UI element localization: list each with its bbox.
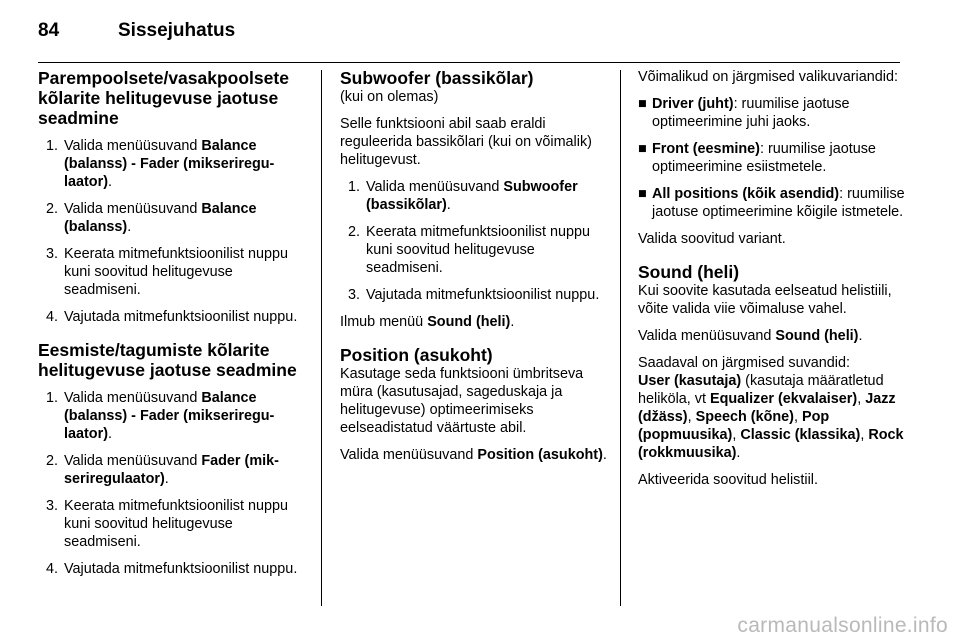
- subwoofer-intro: Selle funktsiooni abil saab eraldi reguleerida bassikõlari (kui on võimalik) helitugevust.: [340, 116, 592, 168]
- sound-select: Valida menüüsuvand Sound (heli).: [638, 328, 863, 344]
- column-divider-2: [620, 70, 621, 606]
- choose-variant: Valida soovitud variant.: [638, 231, 786, 247]
- list-item: 1. Valida menüüsuvand Balance (balanss) - Fader (mikseriregu-laator).: [46, 138, 275, 190]
- list-item: 3. Keerata mitmefunktsioonilist nuppu kuni soovitud helitugevuse seadmiseni.: [46, 498, 288, 550]
- list-item: 1. Valida menüüsuvand Subwoofer (bassikõlar).: [348, 179, 578, 213]
- bullet-icon: ■: [638, 141, 647, 157]
- page-title: Sissejuhatus: [118, 20, 236, 41]
- subwoofer-note: (kui on olemas): [340, 89, 439, 105]
- section-heading-fader: Eesmiste/tagumiste kõlarite helitugevuse jaotuse seadmine: [38, 340, 297, 380]
- list-item: ■ Driver (juht): ruumilise jaotuse optimeerimine juhi jaoks.: [638, 96, 850, 130]
- column-1: [38, 68, 304, 578]
- column-divider-1: [321, 70, 322, 606]
- column-2: [340, 68, 608, 464]
- bullet-icon: ■: [638, 186, 647, 202]
- list-item: ■ Front (eesmine): ruumilise jaotuse optimeerimine esiistmetele.: [638, 141, 876, 175]
- options-intro: Võimalikud on järgmised valikuvariandid:: [638, 69, 898, 85]
- list-item: 2. Valida menüüsuvand Fader (mik-seriregulaator).: [46, 453, 279, 487]
- list-item: 3. Vajutada mitmefunktsioonilist nuppu.: [348, 287, 600, 303]
- page-number: 84: [38, 20, 60, 41]
- section-heading-subwoofer: Subwoofer (bassikõlar): [340, 68, 534, 88]
- list-item: ■ All positions (kõik asendid): ruumilise jaotuse optimeerimine kõigile istmetele.: [638, 186, 905, 220]
- sound-intro: Kui soovite kasutada eelseatud helistiili, võite valida viie võimaluse vahel.: [638, 283, 892, 317]
- section-heading-position: Position (asukoht): [340, 345, 493, 365]
- column-3: [638, 68, 906, 489]
- subwoofer-steps: [340, 178, 608, 304]
- position-select: Valida menüüsuvand Position (asukoht).: [340, 447, 607, 463]
- balance-steps: [38, 137, 304, 326]
- list-item: 4. Vajutada mitmefunktsioonilist nuppu.: [46, 309, 298, 325]
- sound-activate: Aktiveerida soovitud helistiil.: [638, 472, 818, 488]
- position-intro: Kasutage seda funktsiooni ümbritseva müra (kasutusajad, sageduskaja ja helitugevuse) optimeerimiseks eelseadistatud väärtuste abil.: [340, 366, 584, 436]
- subwoofer-result: Ilmub menüü Sound (heli).: [340, 314, 515, 330]
- bullet-icon: ■: [638, 96, 647, 112]
- list-item: 2. Valida menüüsuvand Balance (balanss).: [46, 201, 257, 235]
- section-heading-sound: Sound (heli): [638, 262, 740, 282]
- section-heading-balance: Parempoolsete/vasakpoolsete kõlarite helitugevuse jaotuse seadmine: [38, 68, 289, 128]
- position-options: [638, 95, 906, 221]
- watermark: carmanualsonline.info: [737, 614, 948, 637]
- list-item: 3. Keerata mitmefunktsioonilist nuppu kuni soovitud helitugevuse seadmiseni.: [46, 246, 288, 298]
- header-rule: [38, 62, 900, 63]
- list-item: 1. Valida menüüsuvand Balance (balanss) - Fader (mikseriregu-laator).: [46, 390, 275, 442]
- fader-steps: [38, 389, 304, 578]
- list-item: 2. Keerata mitmefunktsioonilist nuppu kuni soovitud helitugevuse seadmiseni.: [348, 224, 590, 276]
- sound-options: Saadaval on järgmised suvandid: User (kasutaja) (kasutaja määratletud heliköla, vt Equalizer (ekvalaiser), Jazz (džäss), Speech (kõne), Pop (popmuusika), Classic (klassika), Rock (rokkmuusika).: [638, 355, 904, 461]
- list-item: 4. Vajutada mitmefunktsioonilist nuppu.: [46, 561, 298, 577]
